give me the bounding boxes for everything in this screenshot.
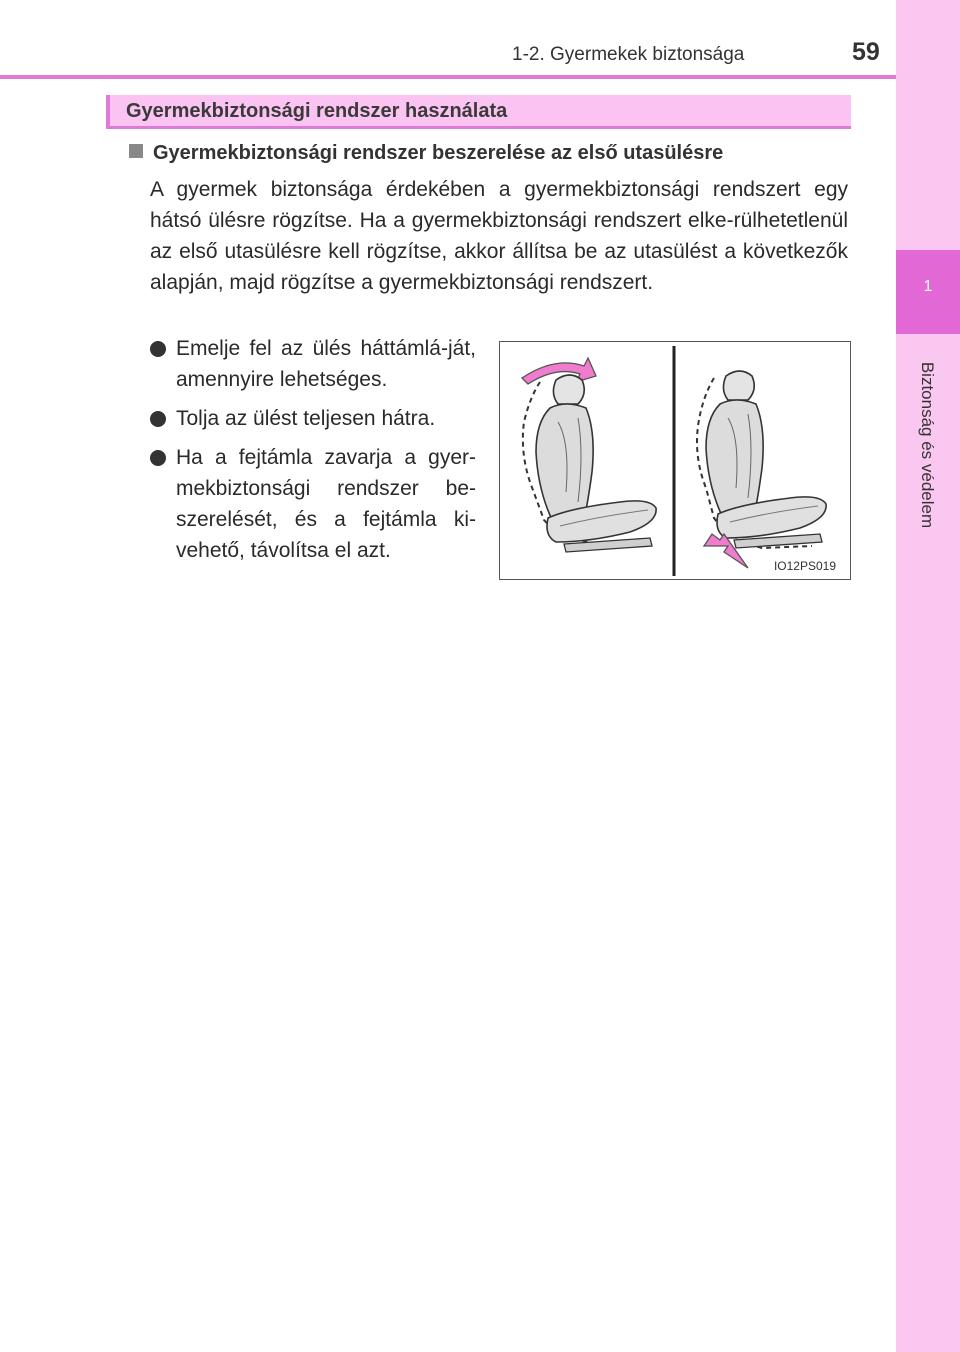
list-item xyxy=(150,333,480,395)
figure-code: IO12PS019 xyxy=(773,559,836,573)
running-header: 1-2. Gyermekek biztonsága xyxy=(512,44,745,65)
subheading-text: Gyermekbiztonsági rendszer beszerelése az első utasülésre xyxy=(153,142,724,164)
bullet-dot-icon xyxy=(150,450,166,466)
square-bullet-icon xyxy=(129,144,143,158)
side-tab xyxy=(896,0,960,1352)
header-rule xyxy=(0,75,896,79)
list-item xyxy=(150,442,480,566)
section-title: Gyermekbiztonsági rendszer használata xyxy=(126,100,508,122)
body-paragraph: A gyermek biztonsága érdekében a gyermekbiztonsági rendszert egy hátsó ülésre rögzítse. Ha a gyermekbiztonsági rendszert elke-rülhetetlenül az első utasülésre kell rögzítse, akkor állítsa be az utasülést a következők alapján, majd rögzítse a gyermekbiztonsági rendszert. xyxy=(150,178,848,294)
page-number: 59 xyxy=(852,38,880,66)
seat-adjustment-drawing xyxy=(500,342,850,579)
bullet-list xyxy=(150,333,480,574)
seat-illustration xyxy=(499,341,851,580)
bullet-dot-icon xyxy=(150,341,166,357)
left-seat-icon xyxy=(523,375,656,552)
side-chapter-number: 1 xyxy=(923,278,933,295)
subheading xyxy=(129,142,723,165)
side-chapter-title: Biztonság és védelem xyxy=(918,361,937,529)
bullet-dot-icon xyxy=(150,411,166,427)
list-item-text: Emelje fel az ülés háttámlá-ját, amennyire lehetséges. xyxy=(176,337,476,391)
list-item xyxy=(150,403,480,434)
right-seat-icon xyxy=(697,371,826,548)
list-item-text: Tolja az ülést teljesen hátra. xyxy=(176,407,436,430)
section-heading-bar xyxy=(106,95,851,129)
list-item-text: Ha a fejtámla zavarja a gyer-mekbiztonsági rendszer be-szerelését, és a fejtámla ki-vehető, távolítsa el azt. xyxy=(176,446,476,562)
